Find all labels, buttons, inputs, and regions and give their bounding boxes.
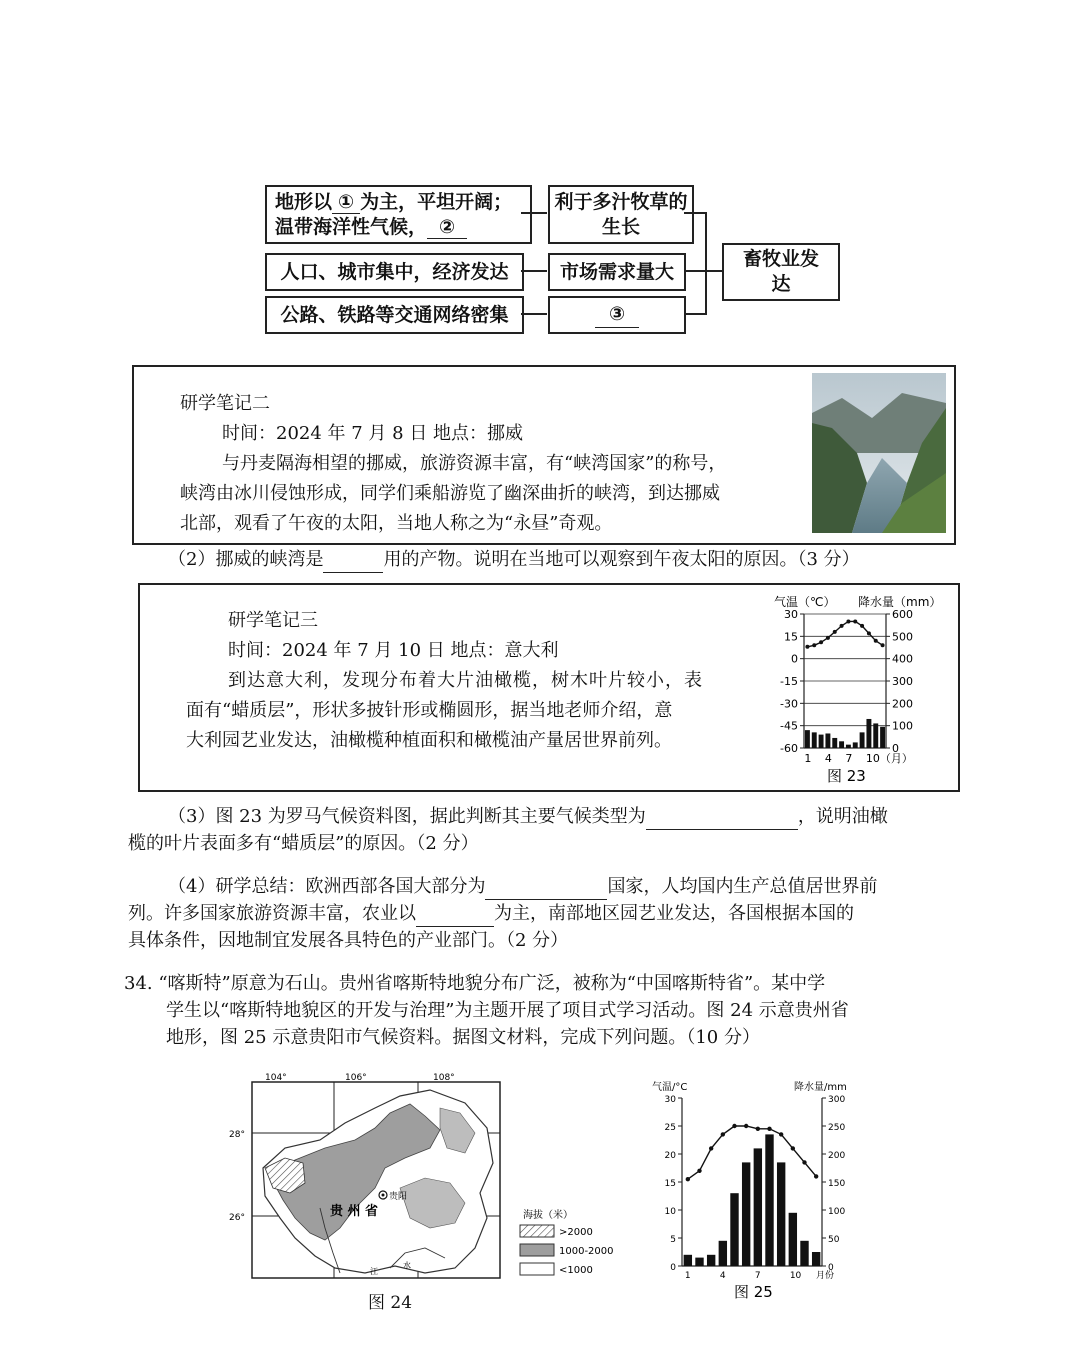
temperature-point [881, 643, 885, 647]
legend-1000-2000: 1000-2000 [559, 1246, 614, 1257]
temperature-line [688, 1126, 816, 1179]
precip-tick-label: 0 [828, 1263, 834, 1273]
precip-bar [742, 1162, 750, 1266]
temperature-point [744, 1124, 748, 1128]
flow-box-terrain-climate: 地形以 ① 为主，平坦开阔； 温带海洋性气候， ② [265, 185, 532, 244]
note3-time: 时间：2024 年 7 月 10 日 地点：意大利 [228, 640, 559, 661]
temperature-point [867, 631, 871, 635]
precip-tick-label: 0 [892, 742, 899, 755]
precip-bar [866, 719, 871, 748]
month-tick-label: 7 [754, 1271, 761, 1281]
precip-bar [800, 1241, 808, 1266]
temp-axis-label: 气温（℃） [774, 595, 836, 609]
temp-tick-label: 30 [664, 1095, 676, 1105]
precip-bar [873, 723, 878, 748]
precip-bar [754, 1148, 762, 1266]
chart-caption: 图 25 [734, 1283, 773, 1301]
question-2: （2）挪威的峡湾是 用的产物。说明在当地可以观察到午夜太阳的原因。（3 分） [168, 546, 963, 573]
note3-body-2: 面有“蜡质层”，形状多披针形或椭圆形，据当地老师介绍，意 [186, 700, 673, 721]
temp-tick-label: 0 [791, 652, 798, 666]
precip-bar [789, 1213, 797, 1266]
map24-caption: 图 24 [368, 1293, 413, 1313]
temp-tick-label: 5 [670, 1235, 676, 1245]
temp-tick-label: 10 [664, 1207, 676, 1217]
note2-body-1: 与丹麦隔海相望的挪威，旅游资源丰富，有“峡湾国家”的称号， [222, 453, 727, 474]
precip-tick-label: 100 [892, 719, 913, 733]
precip-tick-label: 300 [892, 675, 913, 688]
legend-below-1000: <1000 [559, 1265, 593, 1276]
legend-above-2000: >2000 [559, 1227, 593, 1238]
month-tick-label: 7 [845, 752, 853, 765]
question-4: （4）研学总结：欧洲西部各国大部分为 国家，人均国内生产总值居世界前 列。许多国家旅游资源丰富，农业以 为主，南部地区园艺业发达，各国根据本国的 具体条件，因地制宜发展各具特色的产业部门。（2 分） [128, 876, 878, 951]
precip-tick-label: 500 [892, 630, 913, 644]
note3-body-3: 大利园艺业发达，油橄榄种植面积和橄榄油产量居世界前列。 [186, 730, 672, 751]
temperature-point [686, 1177, 690, 1181]
precip-bar [819, 735, 824, 748]
temperature-point [814, 1174, 818, 1178]
month-tick-label: 1 [804, 752, 812, 765]
precip-bar [777, 1162, 785, 1266]
note3-title: 研学笔记三 [228, 610, 318, 631]
precip-tick-label: 200 [892, 697, 913, 711]
temperature-line [807, 621, 882, 646]
temperature-point [819, 640, 823, 644]
note2-body-3: 北部，观看了午夜的太阳，当地人称之为“永昼”奇观。 [180, 513, 613, 534]
lon-108: 108° [433, 1073, 455, 1083]
legend-title: 海拔（米） [523, 1210, 573, 1221]
precip-axis-label: 降水量（mm） [858, 595, 942, 609]
precip-bar [839, 741, 844, 748]
temperature-point [779, 1132, 783, 1136]
temperature-point [756, 1127, 760, 1131]
flow-box-population: 人口、城市集中，经济发达 [265, 253, 524, 291]
temperature-point [860, 624, 864, 628]
temperature-point [709, 1146, 713, 1150]
precip-tick-label: 400 [892, 652, 913, 666]
question-34: 34. “喀斯特”原意为石山。贵州省喀斯特地貌分布广泛，被称为“中国喀斯特省”。某中学 学生以“喀斯特地貌区的开发与治理”为主题开展了项目式学习活动。图 24 示意贵州省 地形，图 25 示意贵阳市气候资料。据图文材料，完成下列问题。（10 分） [124, 973, 849, 1048]
temperature-point [805, 645, 809, 649]
month-tick-label: 1 [684, 1271, 691, 1281]
precip-bar [812, 732, 817, 748]
precip-bar [719, 1241, 727, 1266]
river-label-2: 水 [403, 1261, 411, 1270]
flow-box-transport: 公路、铁路等交通网络密集 [265, 296, 524, 334]
precip-tick-label: 50 [828, 1235, 840, 1245]
temperature-point [833, 630, 837, 634]
temp-tick-label: -60 [780, 742, 798, 755]
precip-bar [812, 1252, 820, 1266]
precip-tick-label: 600 [892, 608, 913, 621]
climate-chart-rome [760, 590, 955, 786]
lon-106: 106° [345, 1073, 367, 1083]
city-guiyang: 贵阳 [389, 1192, 408, 1202]
temp-tick-label: -45 [780, 719, 798, 733]
precip-bar [684, 1255, 692, 1266]
temp-tick-label: 30 [784, 608, 798, 621]
note2-title: 研学笔记二 [180, 393, 270, 414]
flow-mid-grass: 利于多汁牧草的生长 [548, 185, 694, 244]
chart-caption: 图 23 [827, 767, 866, 785]
temperature-point [697, 1169, 701, 1173]
temp-tick-label: 15 [664, 1179, 676, 1189]
month-tick-label: 4 [824, 752, 832, 765]
temp-tick-label: 25 [664, 1123, 676, 1133]
river-label-1: 江 [370, 1267, 378, 1276]
precip-tick-label: 100 [828, 1207, 846, 1217]
precip-tick-label: 250 [828, 1123, 846, 1133]
temperature-point [853, 619, 857, 623]
lon-104: 104° [265, 1073, 287, 1083]
temperature-point [791, 1146, 795, 1150]
temperature-point [802, 1160, 806, 1164]
climate-chart-guiyang [650, 1072, 865, 1317]
temperature-point [812, 643, 816, 647]
lat-28: 28° [229, 1130, 245, 1140]
temperature-point [826, 636, 830, 640]
temp-tick-label: 0 [670, 1263, 676, 1273]
month-tick-label: 4 [719, 1271, 726, 1281]
province-label: 贵 州 省 [330, 1204, 379, 1219]
temp-tick-label: -15 [780, 675, 798, 688]
note2-body-2: 峡湾由冰川侵蚀形成，同学们乘船游览了幽深曲折的峡湾，到达挪威 [180, 483, 720, 504]
precip-bar [765, 1134, 773, 1266]
note2-time: 时间：2024 年 7 月 8 日 地点：挪威 [222, 423, 524, 444]
precip-bar [695, 1258, 703, 1266]
precip-tick-label: 200 [828, 1151, 846, 1161]
precip-tick-label: 300 [828, 1095, 846, 1105]
precip-bar [860, 732, 865, 748]
precip-bar [832, 738, 837, 748]
month-axis-label: 月份 [816, 1271, 835, 1281]
temp-tick-label: 15 [784, 630, 798, 644]
precip-bar [853, 742, 858, 748]
temp-tick-label: 20 [664, 1151, 676, 1161]
flow-result: 畜牧业发达 [722, 243, 840, 301]
precip-bar [805, 730, 810, 748]
temperature-point [721, 1132, 725, 1136]
precip-bar [846, 745, 851, 748]
temperature-point [767, 1127, 771, 1131]
precip-axis-label: 降水量/mm [794, 1082, 847, 1093]
precip-tick-label: 150 [828, 1179, 846, 1189]
precip-bar [880, 727, 885, 748]
temp-axis-label: 气温/°C [652, 1082, 688, 1093]
precip-bar [707, 1255, 715, 1266]
lat-26: 26° [229, 1213, 245, 1223]
month-tick-label: 10 [789, 1271, 802, 1281]
note3-body-1: 到达意大利，发现分布着大片油橄榄，树木叶片较小，表 [228, 670, 703, 691]
temperature-point [874, 639, 878, 643]
question-3: （3）图 23 为罗马气候资料图，据此判断其主要气候类型为 ，说明油橄 榄的叶片表面多有“蜡质层”的原因。（2 分） [128, 806, 888, 854]
precip-bar [825, 733, 830, 748]
flow-mid-blank3: ③ [548, 296, 686, 334]
flow-mid-market: 市场需求量大 [548, 253, 686, 291]
temperature-point [846, 619, 850, 623]
temperature-point [840, 624, 844, 628]
precip-bar [730, 1193, 738, 1266]
temp-tick-label: -30 [780, 697, 798, 711]
guizhou-terrain-map [225, 1068, 625, 1308]
fjord-photo [812, 373, 946, 533]
temperature-point [732, 1124, 736, 1128]
month-tick-label: 10（月） [865, 752, 913, 765]
